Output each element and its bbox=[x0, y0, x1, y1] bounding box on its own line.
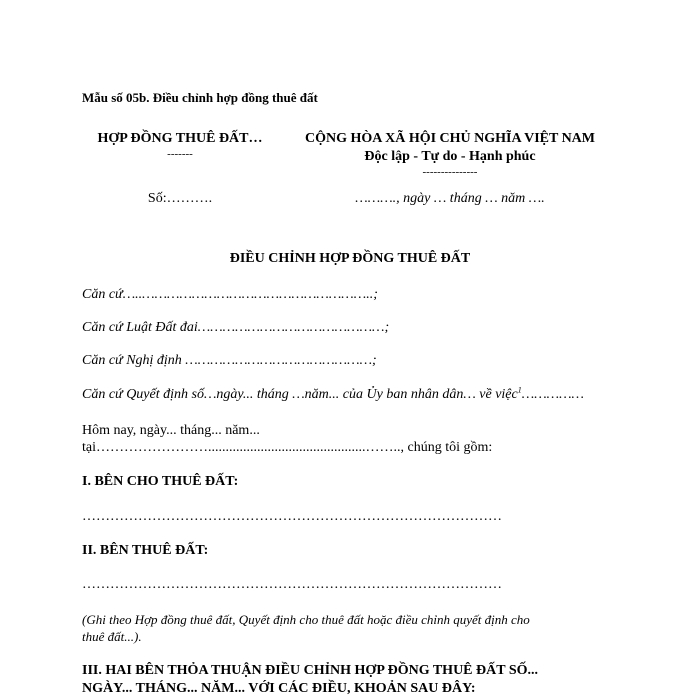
basis-decision-line bbox=[82, 387, 584, 403]
location-line: tại…………………….............................................…….., chúng tôi gồm: bbox=[82, 440, 493, 455]
contract-number: Số:………. bbox=[147, 191, 213, 206]
section-lessor-heading: I. BÊN CHO THUÊ ĐẤT: bbox=[82, 474, 239, 489]
basis-line: Căn cứ Nghị định ………………………………………; bbox=[82, 353, 377, 368]
basis-decision-trail: …………… bbox=[521, 387, 584, 402]
basis-line: Căn cứ Luật Đất đai………………………………………; bbox=[82, 320, 390, 335]
today-line: Hôm nay, ngày... tháng... năm... bbox=[82, 423, 260, 438]
section-agreement-heading: III. HAI BÊN THỎA THUẬN ĐIỀU CHỈNH HỢP ĐỒNG THUÊ ĐẤT SỐ... bbox=[82, 663, 539, 678]
right-header-rule: --------------- bbox=[422, 166, 478, 178]
footnote-marker: 1 bbox=[517, 385, 522, 395]
lessor-dots: ……………………………………………………………………………… bbox=[82, 509, 502, 524]
contract-header-title: HỢP ĐỒNG THUÊ ĐẤT… bbox=[97, 131, 263, 146]
note-line: (Ghi theo Hợp đồng thuê đất, Quyết định cho thuê đất hoặc điều chỉnh quyết định cho bbox=[82, 612, 530, 627]
basis-decision-text: Căn cứ Quyết định số…ngày... tháng …năm... của Ủy ban nhân dân… về việc bbox=[82, 387, 518, 402]
note-line: thuê đất...). bbox=[82, 629, 142, 644]
form-label: Mẫu số 05b. Điều chỉnh hợp đồng thuê đất bbox=[82, 90, 318, 105]
national-motto: Độc lập - Tự do - Hạnh phúc bbox=[364, 149, 536, 164]
place-date-line: ………., ngày … tháng … năm …. bbox=[355, 191, 545, 206]
section-agreement-heading-cont: NGÀY... THÁNG... NĂM... VỚI CÁC ĐIỀU, KHOẢN SAU ĐÂY: bbox=[82, 681, 476, 696]
national-title: CỘNG HÒA XÃ HỘI CHỦ NGHĨA VIỆT NAM bbox=[304, 131, 595, 146]
basis-line: Căn cứ…..………………………………………………..; bbox=[82, 287, 378, 302]
left-header-rule: ------- bbox=[167, 148, 193, 160]
lessee-dots: ……………………………………………………………………………… bbox=[82, 577, 502, 592]
main-title: ĐIỀU CHỈNH HỢP ĐỒNG THUÊ ĐẤT bbox=[229, 251, 471, 266]
section-lessee-heading: II. BÊN THUÊ ĐẤT: bbox=[82, 543, 209, 558]
